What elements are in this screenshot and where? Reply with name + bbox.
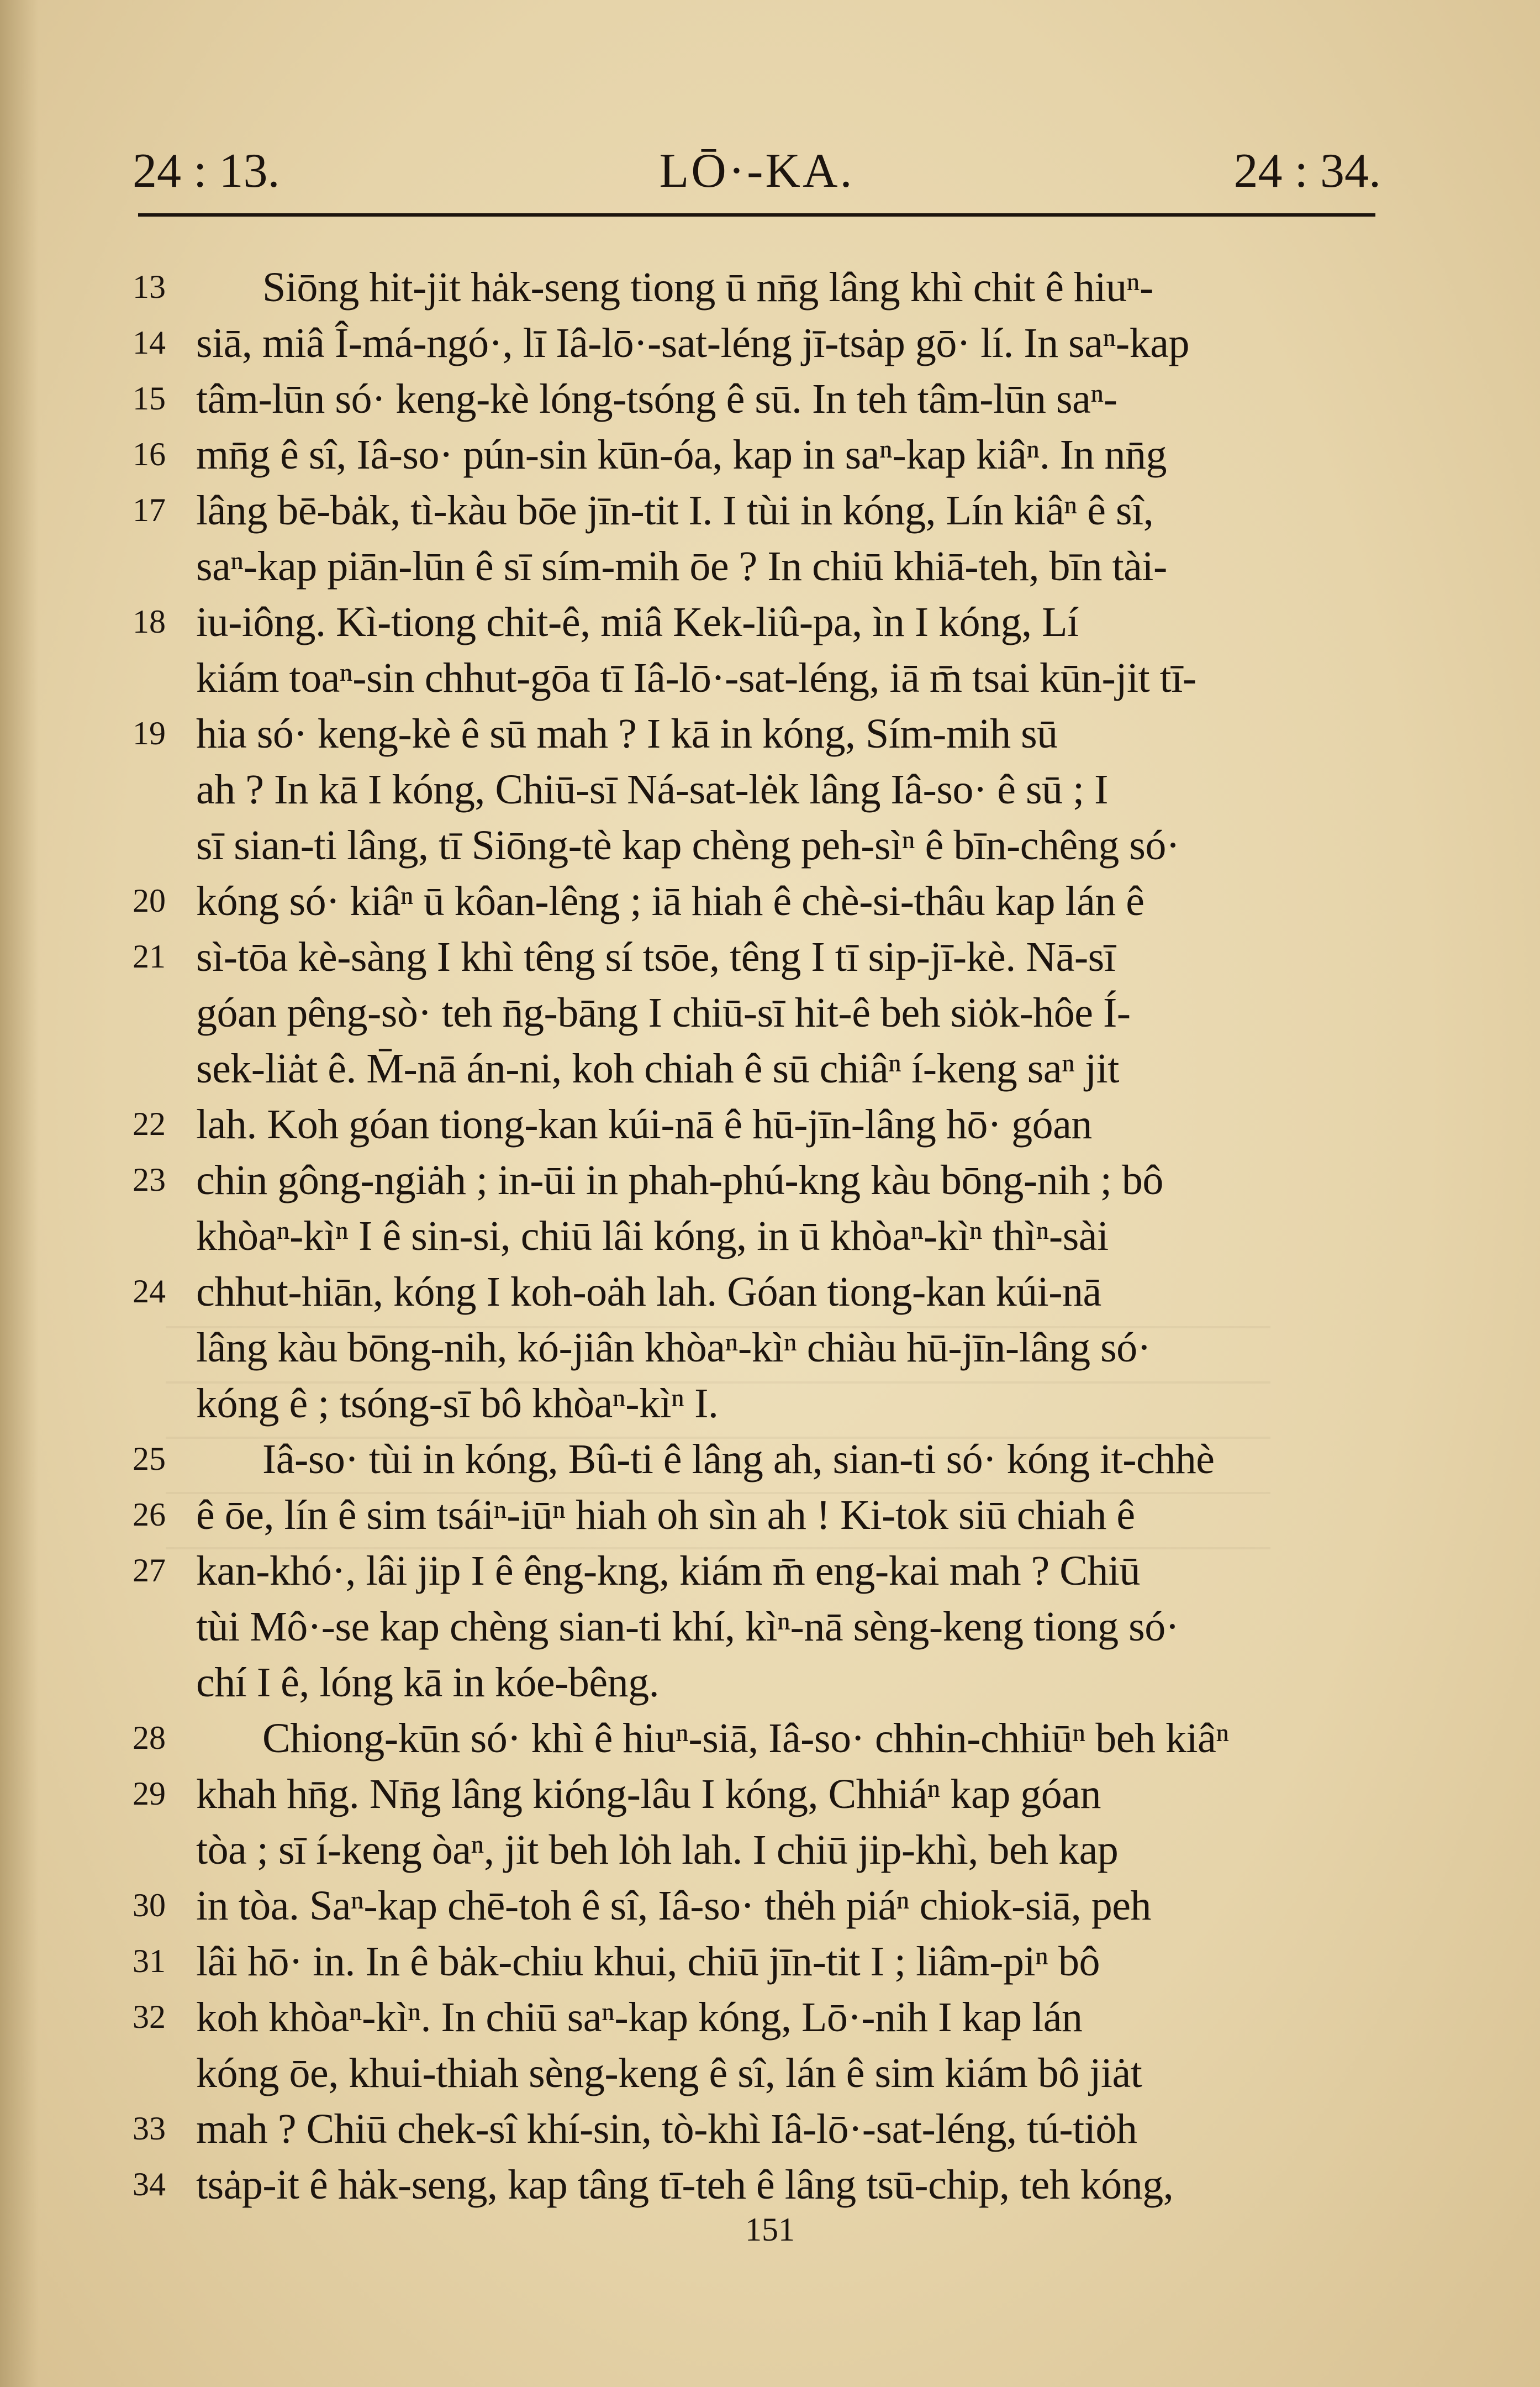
line-text: khah hn̄g. Nn̄g lâng kióng-lâu I kóng, Chhiáⁿ kap góan <box>196 1771 1101 1817</box>
verse-number: 23 <box>133 1161 166 1198</box>
line-text: lah. Koh góan tiong-kan kúi-nā ê hū-jīn-lâng hō· góan <box>196 1101 1092 1148</box>
line-text: sek-liȧt ê. M̄-nā án-ni, koh chiah ê sū chiâⁿ í-keng saⁿ jit <box>196 1045 1119 1092</box>
line-text: kóng só· kiâⁿ ū kôan-lêng ; iā hiah ê chè-si-thâu kap lán ê <box>196 878 1145 924</box>
line-text: tsȧp-it ê hȧk-seng, kap tâng tī-teh ê lâng tsū-chip, teh kóng, <box>196 2162 1174 2208</box>
line-text: kóng ōe, khui-thiah sèng-keng ê sî, lán ê sim kiám bô jiȧt <box>196 2050 1142 2096</box>
text-line <box>133 1041 1403 1097</box>
text-line <box>133 1822 1403 1878</box>
text-body <box>133 260 1403 2213</box>
header-verse-start: 24 : 13. <box>133 144 280 198</box>
running-header <box>133 133 1381 210</box>
line-text: ah ? In kā I kóng, Chiū-sī Ná-sat-lėk lâng Iâ-so· ê sū ; I <box>196 766 1108 813</box>
line-text: chhut-hiān, kóng I koh-oȧh lah. Góan tiong-kan kúi-nā <box>196 1269 1101 1315</box>
line-text: ê ōe, lín ê sim tsáiⁿ-iūⁿ hiah oh sìn ah ! Ki-tok siū chiah ê <box>196 1492 1135 1538</box>
text-line <box>133 371 1403 427</box>
line-text: chí I ê, lóng kā in kóe-bêng. <box>196 1659 660 1706</box>
line-text: tùi Mô·-se kap chèng sian-ti khí, kìⁿ-nā sèng-keng tiong só· <box>196 1603 1179 1650</box>
page-edge-shadow <box>0 0 39 2387</box>
page-number: 151 <box>745 2211 795 2248</box>
text-line <box>133 1320 1403 1376</box>
text-line <box>133 1990 1403 2046</box>
header-book-title: LŌ·-KA. <box>659 144 855 198</box>
text-line <box>133 539 1403 595</box>
line-text: mn̄g ê sî, Iâ-so· pún-sin kūn-óa, kap in saⁿ-kap kiâⁿ. In nn̄g <box>196 432 1167 478</box>
text-line <box>133 483 1403 539</box>
text-line <box>133 874 1403 929</box>
line-text: lâi hō· in. In ê bȧk-chiu khui, chiū jīn-tit I ; liâm-piⁿ bô <box>196 1938 1100 1985</box>
line-text: lâng bē-bȧk, tì-kàu bōe jīn-tit I. I tùi in kóng, Lín kiâⁿ ê sî, <box>196 487 1154 534</box>
line-text: koh khòaⁿ-kìⁿ. In chiū saⁿ-kap kóng, Lō·-nih I kap lán <box>196 1994 1083 2041</box>
verse-number: 13 <box>133 269 166 305</box>
verse-number: 18 <box>133 603 166 640</box>
header-rule <box>138 213 1375 217</box>
line-text: sì-tōa kè-sàng I khì têng sí tsōe, têng I tī sip-jī-kè. Nā-sī <box>196 934 1116 980</box>
verse-number: 21 <box>133 938 166 975</box>
text-line <box>133 1543 1403 1599</box>
verse-number: 26 <box>133 1496 166 1533</box>
line-text: siā, miâ Î-má-ngó·, lī Iâ-lō·-sat-léng jī-tsȧp gō· lí. In saⁿ-kap <box>196 320 1189 366</box>
text-line <box>133 260 1403 316</box>
text-line <box>133 1432 1403 1487</box>
text-line <box>133 1878 1403 1934</box>
text-line <box>133 762 1403 818</box>
text-line <box>133 650 1403 706</box>
text-line <box>133 985 1403 1041</box>
verse-number: 34 <box>133 2166 166 2202</box>
text-line <box>133 929 1403 985</box>
line-text: lâng kàu bōng-nih, kó-jiân khòaⁿ-kìⁿ chiàu hū-jīn-lâng só· <box>196 1324 1151 1371</box>
text-line <box>133 1655 1403 1711</box>
verse-number: 25 <box>133 1440 166 1477</box>
text-line <box>133 1097 1403 1153</box>
line-text: in tòa. Saⁿ-kap chē-toh ê sî, Iâ-so· thėh piáⁿ chiok-siā, peh <box>196 1883 1151 1929</box>
line-text: mah ? Chiū chek-sî khí-sin, tò-khì Iâ-lō·-sat-léng, tú-tiȯh <box>196 2106 1137 2152</box>
verse-number: 31 <box>133 1943 166 1979</box>
line-text: tâm-lūn só· keng-kè lóng-tsóng ê sū. In teh tâm-lūn saⁿ- <box>196 376 1117 422</box>
header-verse-end: 24 : 34. <box>1233 144 1381 198</box>
text-line <box>133 1208 1403 1264</box>
line-text: Siōng hit-jit hȧk-seng tiong ū nn̄g lâng khì chit ê hiuⁿ- <box>262 264 1153 311</box>
text-line <box>133 818 1403 874</box>
line-text: Chiong-kūn só· khì ê hiuⁿ-siā, Iâ-so· chhin-chhiūⁿ beh kiâⁿ <box>262 1715 1229 1762</box>
line-text: hia só· keng-kè ê sū mah ? I kā in kóng, Sím-mih sū <box>196 711 1058 757</box>
line-text: Iâ-so· tùi in kóng, Bû-ti ê lâng ah, sian-ti só· kóng it-chhè <box>262 1436 1215 1482</box>
text-line <box>133 1376 1403 1432</box>
text-line <box>133 2157 1403 2213</box>
text-line <box>133 1599 1403 1655</box>
text-line <box>133 2101 1403 2157</box>
line-text: kiám toaⁿ-sin chhut-gōa tī Iâ-lō·-sat-léng, iā m̄ tsai kūn-jit tī- <box>196 655 1196 701</box>
verse-number: 27 <box>133 1552 166 1589</box>
verse-number: 19 <box>133 715 166 751</box>
text-line <box>133 316 1403 371</box>
verse-number: 16 <box>133 436 166 472</box>
line-text: iu-iông. Kì-tiong chit-ê, miâ Kek-liû-pa, ìn I kóng, Lí <box>196 599 1079 645</box>
verse-number: 33 <box>133 2110 166 2147</box>
verse-number: 28 <box>133 1720 166 1756</box>
line-text: chin gông-ngiȧh ; in-ūi in phah-phú-kng kàu bōng-nih ; bô <box>196 1157 1163 1203</box>
verse-number: 22 <box>133 1106 166 1142</box>
verse-number: 20 <box>133 882 166 919</box>
text-line <box>133 2046 1403 2101</box>
text-line <box>133 427 1403 483</box>
text-line <box>133 1264 1403 1320</box>
text-line <box>133 706 1403 762</box>
line-text: góan pêng-sò· teh n̄g-bāng I chiū-sī hit-ê beh siȯk-hôe Í- <box>196 990 1131 1036</box>
line-text: khòaⁿ-kìⁿ I ê sin-si, chiū lâi kóng, in ū khòaⁿ-kìⁿ thìⁿ-sài <box>196 1213 1109 1259</box>
text-line <box>133 1934 1403 1990</box>
text-line <box>133 1711 1403 1766</box>
verse-number: 32 <box>133 1999 166 2035</box>
text-line <box>133 1766 1403 1822</box>
verse-number: 15 <box>133 380 166 417</box>
line-text: sī sian-ti lâng, tī Siōng-tè kap chèng peh-sìⁿ ê bīn-chêng só· <box>196 822 1180 869</box>
text-line <box>133 595 1403 650</box>
verse-number: 30 <box>133 1887 166 1923</box>
text-line <box>133 1487 1403 1543</box>
verse-number: 14 <box>133 324 166 361</box>
text-line <box>133 1153 1403 1208</box>
line-text: saⁿ-kap piān-lūn ê sī sím-mih ōe ? In chiū khiā-teh, bīn tài- <box>196 543 1167 590</box>
verse-number: 17 <box>133 492 166 528</box>
line-text: kóng ê ; tsóng-sī bô khòaⁿ-kìⁿ I. <box>196 1380 719 1427</box>
verse-number: 24 <box>133 1273 166 1310</box>
line-text: tòa ; sī í-keng òaⁿ, jit beh lȯh lah. I chiū jip-khì, beh kap <box>196 1827 1119 1873</box>
verse-number: 29 <box>133 1775 166 1812</box>
line-text: kan-khó·, lâi jip I ê êng-kng, kiám m̄ eng-kai mah ? Chiū <box>196 1548 1140 1594</box>
